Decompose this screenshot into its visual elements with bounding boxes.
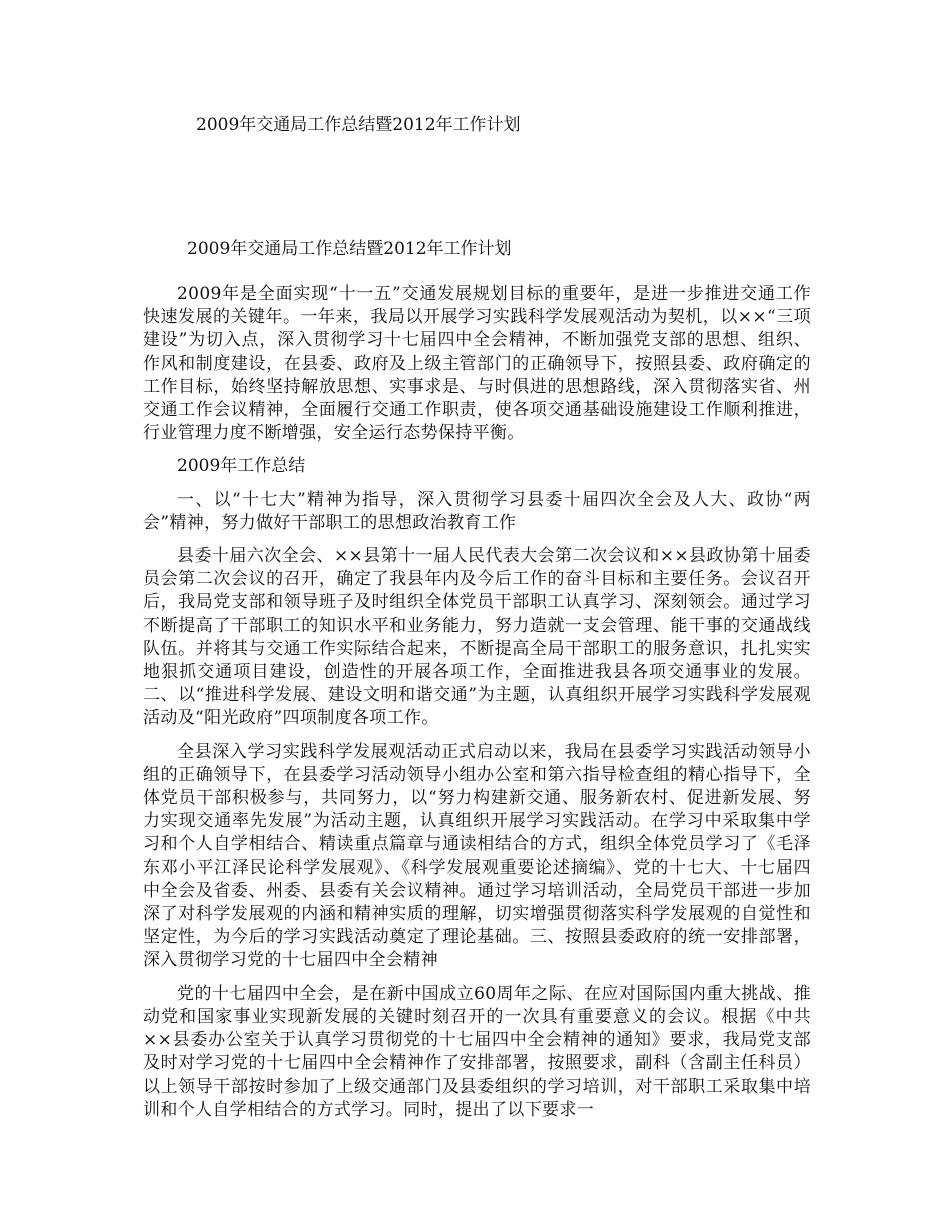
document-subtitle: 2009年交通局工作总结暨2012年工作计划: [187, 239, 512, 259]
document-body: [143, 283, 811, 1122]
document-title: 2009年交通局工作总结暨2012年工作计划: [196, 115, 521, 135]
body-paragraph: 全县深入学习实践科学发展观活动正式启动以来，我局在县委学习实践活动领导小组的正确领导下，在县委学习活动领导小组办公室和第六指导检查组的精心指导下，全体党员干部积极参与，共同努力，以“努力构建新交通、服务新农村、促进新发展、努力实现交通率先发展”为活动主题，认真组织开展学习实践活动。在学习中采取集中学习和个人自学相结合、精读重点篇章与通读相结合的方式，组织全体党员学习了《毛泽东邓小平江泽民论科学发展观》、《科学发展观重要论述摘编》、党的十七大、十七届四中全会及省委、州委、县委有关会议精神。通过学习培训活动，全局党员干部进一步加深了对科学发展观的内涵和精神实质的理解，切实增强贯彻落实科学发展观的自觉性和坚定性，为今后的学习实践活动奠定了理论基础。三、按照县委政府的统一安排部署，深入贯彻学习党的十七届四中全会精神: [143, 741, 811, 971]
section-heading-summary: 2009年工作总结: [177, 456, 306, 477]
body-paragraph: 县委十届六次全会、××县第十一届人民代表大会第二次会议和××县政协第十届委员会第二次会议的召开，确定了我县年内及今后工作的奋斗目标和主要任务。会议召开后，我局党支部和领导班子及时组织全体党员干部职工认真学习、深刻领会。通过学习不断提高了干部职工的知识水平和业务能力，努力造就一支会管理、能干事的交通战线队伍。并将其与交通工作实际结合起来，不断提高全局干部职工的服务意识，扎扎实实地狠抓交通项目建设，创造性的开展各项工作，全面推进我县各项交通事业的发展。二、以“推进科学发展、建设文明和谐交通”为主题，认真组织开展学习实践科学发展观活动及“阳光政府”四项制度各项工作。: [143, 546, 811, 729]
section-one-heading: 一、以“十七大”精神为指导，深入贯彻学习县委十届四次全会及人大、政协“两会”精神，努力做好干部职工的思想政治教育工作: [143, 489, 811, 533]
body-paragraph: 党的十七届四中全会，是在新中国成立60周年之际、在应对国际国内重大挑战、推动党和国家事业实现新发展的关键时刻召开的一次具有重要意义的会议。根据《中共××县委办公室关于认真学习贯彻党的十七届四中全会精神的通知》要求，我局党支部及时对学习党的十七届四中全会精神作了安排部署，按照要求，副科（含副主任科员）以上领导干部按时参加了上级交通部门及县委组织的学习培训，对干部职工采取集中培训和个人自学相结合的方式学习。同时，提出了以下要求一: [143, 983, 811, 1120]
intro-paragraph: 2009年是全面实现“十一五”交通发展规划目标的重要年，是进一步推进交通工作快速发展的关键年。一年来，我局以开展学习实践科学发展观活动为契机，以××“三项建设”为切入点，深入贯彻学习十七届四中全会精神，不断加强党支部的思想、组织、作风和制度建设，在县委、政府及上级主管部门的正确领导下，按照县委、政府确定的工作目标，始终坚持解放思想、实事求是、与时俱进的思想路线，深入贯彻落实省、州交通工作会议精神，全面履行交通工作职责，使各项交通基础设施建设工作顺利推进，行业管理力度不断增强，安全运行态势保持平衡。: [143, 284, 811, 444]
